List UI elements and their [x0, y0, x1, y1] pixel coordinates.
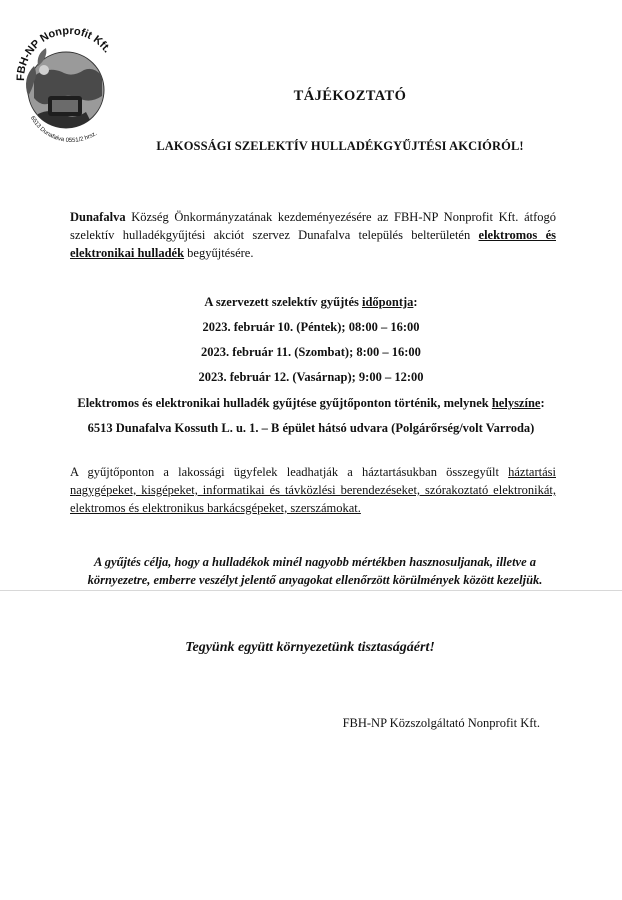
- intro-paragraph: [70, 208, 556, 262]
- intro-tail: begyűjtésére.: [184, 246, 254, 260]
- logo-caption: 6513 Dunafalva 0551/2 hrsz.: [28, 115, 99, 144]
- logo-text: FBH-NP Nonprofit Kft.: [15, 26, 114, 82]
- schedule-intro: [40, 295, 582, 310]
- intro-text: Község Önkormányzatának kezdeményezésére az FBH-NP Nonprofit Kft. átfogó szelektív hulladékgyűjtési akciót szervez Dunafalva település belterületén: [70, 210, 556, 242]
- location-line: [40, 396, 582, 411]
- location-text: Elektromos és elektronikai hulladék gyűjtése gyűjtőponton történik, melynek: [77, 396, 492, 410]
- schedule-date-2: 2023. február 11. (Szombat); 8:00 – 16:00: [201, 345, 421, 359]
- slogan: Tegyünk együtt környezetünk tisztaságáért!: [185, 640, 435, 655]
- page-subtitle: LAKOSSÁGI SZELEKTÍV HULLADÉKGYŰJTÉSI AKCIÓRÓL!: [156, 139, 524, 153]
- purpose-paragraph: A gyűjtés célja, hogy a hulladékok minél nagyobb mértékben hasznosuljanak, illetve a környezetre, emberre veszélyt jelentő anyagokat ellenőrzött körülmények között kezeljük.: [87, 555, 543, 587]
- intro-lead: Dunafalva: [70, 210, 126, 224]
- schedule-intro-colon: :: [413, 295, 418, 309]
- page-divider: [0, 590, 622, 591]
- collect-paragraph: [70, 463, 556, 517]
- location-colon: :: [540, 396, 545, 410]
- collect-highlight: háztartási nagygépeket, kisgépeket, informatikai és távközlési berendezéseket, szórakoztató elektronikát, elektromos és elektronikus barkácsgépeket, szerszámokat.: [70, 465, 556, 515]
- signature: FBH-NP Közszolgáltató Nonprofit Kft.: [342, 716, 540, 730]
- company-logo: [8, 26, 128, 146]
- collect-text: A gyűjtőponton a lakossági ügyfelek leadhatják a háztartásukban összegyűlt: [70, 465, 509, 479]
- page-title: TÁJÉKOZTATÓ: [293, 88, 407, 104]
- schedule-date-3: 2023. február 12. (Vasárnap); 9:00 – 12:00: [198, 370, 424, 384]
- intro-highlight: elektromos és elektronikai hulladék: [70, 228, 556, 260]
- location-highlight: helyszíne: [491, 396, 541, 410]
- schedule-date-1: 2023. február 10. (Péntek); 08:00 – 16:00: [202, 320, 420, 334]
- schedule-intro-highlight: időpontja: [362, 295, 414, 309]
- location-address: 6513 Dunafalva Kossuth L. u. 1. – B épület hátsó udvara (Polgárőrség/volt Varroda): [87, 421, 535, 435]
- schedule-intro-text: A szervezett szelektív gyűjtés: [204, 295, 362, 309]
